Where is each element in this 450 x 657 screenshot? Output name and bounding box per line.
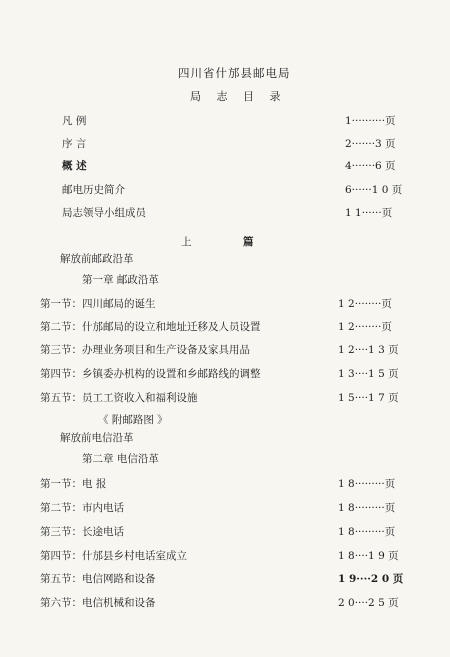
toc-entry-page: 1··········页 bbox=[345, 115, 396, 127]
toc-section-page: 1 9····2 0 页 bbox=[338, 573, 404, 585]
toc-section-label: 第四节：什邡县乡村电话室成立 bbox=[40, 550, 187, 562]
toc-section-page: 1 2········页 bbox=[338, 321, 392, 333]
section-heading: 解放前邮政沿革 bbox=[60, 253, 134, 265]
appendix-note: 《 附邮路图 》 bbox=[98, 414, 168, 426]
toc-section-page: 1 8·········页 bbox=[338, 526, 396, 538]
toc-entry-page: 1 1······页 bbox=[345, 207, 393, 219]
toc-section-label: 第四节：乡镇委办机构的设置和乡邮路线的调整 bbox=[40, 368, 261, 380]
toc-entry-label: 序 言 bbox=[62, 138, 87, 150]
toc-section-label: 第三节：长途电话 bbox=[40, 526, 124, 538]
toc-section-label: 第二节：市内电话 bbox=[40, 502, 124, 514]
toc-section-label: 第五节：电信网路和设备 bbox=[40, 573, 156, 585]
chapter-heading: 第一章 邮政沿革 bbox=[82, 274, 159, 286]
toc-entry-page: 6······1 0 页 bbox=[345, 184, 403, 196]
toc-entry-label: 局志领导小组成员 bbox=[62, 207, 146, 219]
section-heading: 解放前电信沿革 bbox=[60, 432, 134, 444]
toc-entry-page: 4·······6 页 bbox=[345, 160, 396, 172]
toc-section-page: 1 8····1 9 页 bbox=[338, 550, 399, 562]
chapter-heading: 第二章 电信沿革 bbox=[82, 453, 159, 465]
toc-section-label: 第一节：四川邮局的诞生 bbox=[40, 298, 156, 310]
toc-section-label: 第二节：什邡邮局的设立和地址迁移及人员设置 bbox=[40, 321, 261, 333]
toc-section-page: 1 5····1 7 页 bbox=[338, 392, 399, 404]
toc-section-label: 第三节：办理业务项目和生产设备及家具用品 bbox=[40, 344, 250, 356]
part-heading-left: 上 bbox=[181, 236, 192, 248]
toc-section-page: 1 2········页 bbox=[338, 298, 392, 310]
document-title: 四川省什邡县邮电局 bbox=[178, 66, 291, 80]
toc-entry-label: 概 述 bbox=[62, 160, 87, 172]
toc-section-page: 1 8·········页 bbox=[338, 502, 396, 514]
toc-section-label: 第一节：电 报 bbox=[40, 478, 107, 490]
toc-section-page: 1 3····1 5 页 bbox=[338, 368, 399, 380]
toc-section-page: 1 2····1 3 页 bbox=[338, 344, 399, 356]
toc-section-label: 第五节：员工工资收入和福利设施 bbox=[40, 392, 198, 404]
toc-entry-page: 2·······3 页 bbox=[345, 138, 396, 150]
toc-section-page: 2 0····2 5 页 bbox=[338, 597, 399, 609]
toc-heading: 局 志 目 录 bbox=[190, 90, 287, 103]
toc-section-page: 1 8·········页 bbox=[338, 478, 396, 490]
part-heading-right: 篇 bbox=[243, 236, 254, 248]
toc-entry-label: 邮电历史简介 bbox=[62, 184, 125, 196]
toc-section-label: 第六节：电信机械和设备 bbox=[40, 597, 156, 609]
toc-entry-label: 凡 例 bbox=[62, 115, 87, 127]
